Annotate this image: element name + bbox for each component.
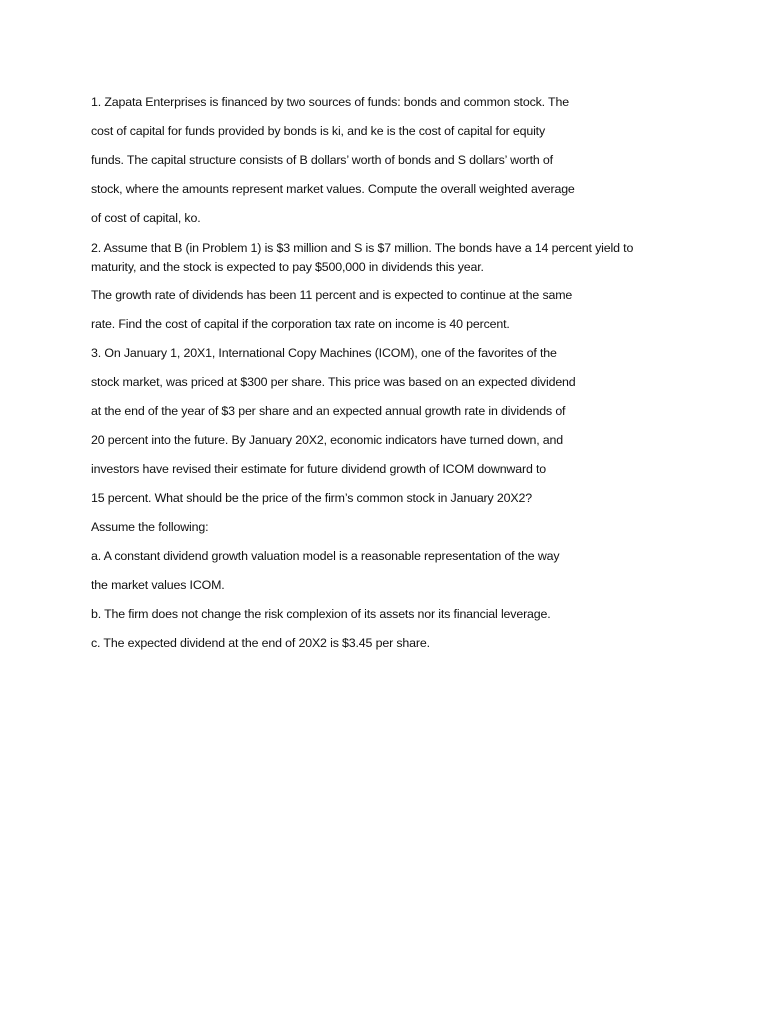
assumption-a-line-1: a. A constant dividend growth valuation model is a reasonable representation of the way: [91, 549, 560, 563]
problem-1-line-1: 1. Zapata Enterprises is financed by two sources of funds: bonds and common stock. The: [91, 95, 569, 109]
problem-1-line-5: of cost of capital, ko.: [91, 211, 201, 225]
problem-1-line-2: cost of capital for funds provided by bonds is ki, and ke is the cost of capital for equity: [91, 124, 546, 138]
problem-3-line-5: investors have revised their estimate for future dividend growth of ICOM downward to: [91, 462, 547, 476]
assumption-b: b. The firm does not change the risk complexion of its assets nor its financial leverage.: [91, 607, 551, 621]
problem-3-line-1: 3. On January 1, 20X1, International Copy Machines (ICOM), one of the favorites of the: [91, 346, 557, 360]
problem-3-line-2: stock market, was priced at $300 per share. This price was based on an expected dividend: [91, 375, 576, 389]
problem-2-line-3: The growth rate of dividends has been 11 percent and is expected to continue at the same: [91, 288, 573, 302]
assume-heading: Assume the following:: [91, 520, 209, 534]
problem-1-line-3: funds. The capital structure consists of B dollars’ worth of bonds and S dollars’ worth of: [91, 153, 553, 167]
assumption-c: c. The expected dividend at the end of 20X2 is $3.45 per share.: [91, 636, 430, 650]
problem-3-line-3: at the end of the year of $3 per share and an expected annual growth rate in dividends of: [91, 404, 566, 418]
problem-2-line-1: 2. Assume that B (in Problem 1) is $3 million and S is $7 million. The bonds have a 14 percent yield to: [91, 241, 634, 255]
problem-3-line-4: 20 percent into the future. By January 20X2, economic indicators have turned down, and: [91, 433, 564, 447]
problem-1-line-4: stock, where the amounts represent market values. Compute the overall weighted average: [91, 182, 575, 196]
problem-3-line-6: 15 percent. What should be the price of the firm’s common stock in January 20X2?: [91, 491, 532, 505]
assumption-a-line-2: the market values ICOM.: [91, 578, 225, 592]
problem-2-line-4: rate. Find the cost of capital if the corporation tax rate on income is 40 percent.: [91, 317, 510, 331]
problem-2-line-2: maturity, and the stock is expected to pay $500,000 in dividends this year.: [91, 260, 484, 274]
